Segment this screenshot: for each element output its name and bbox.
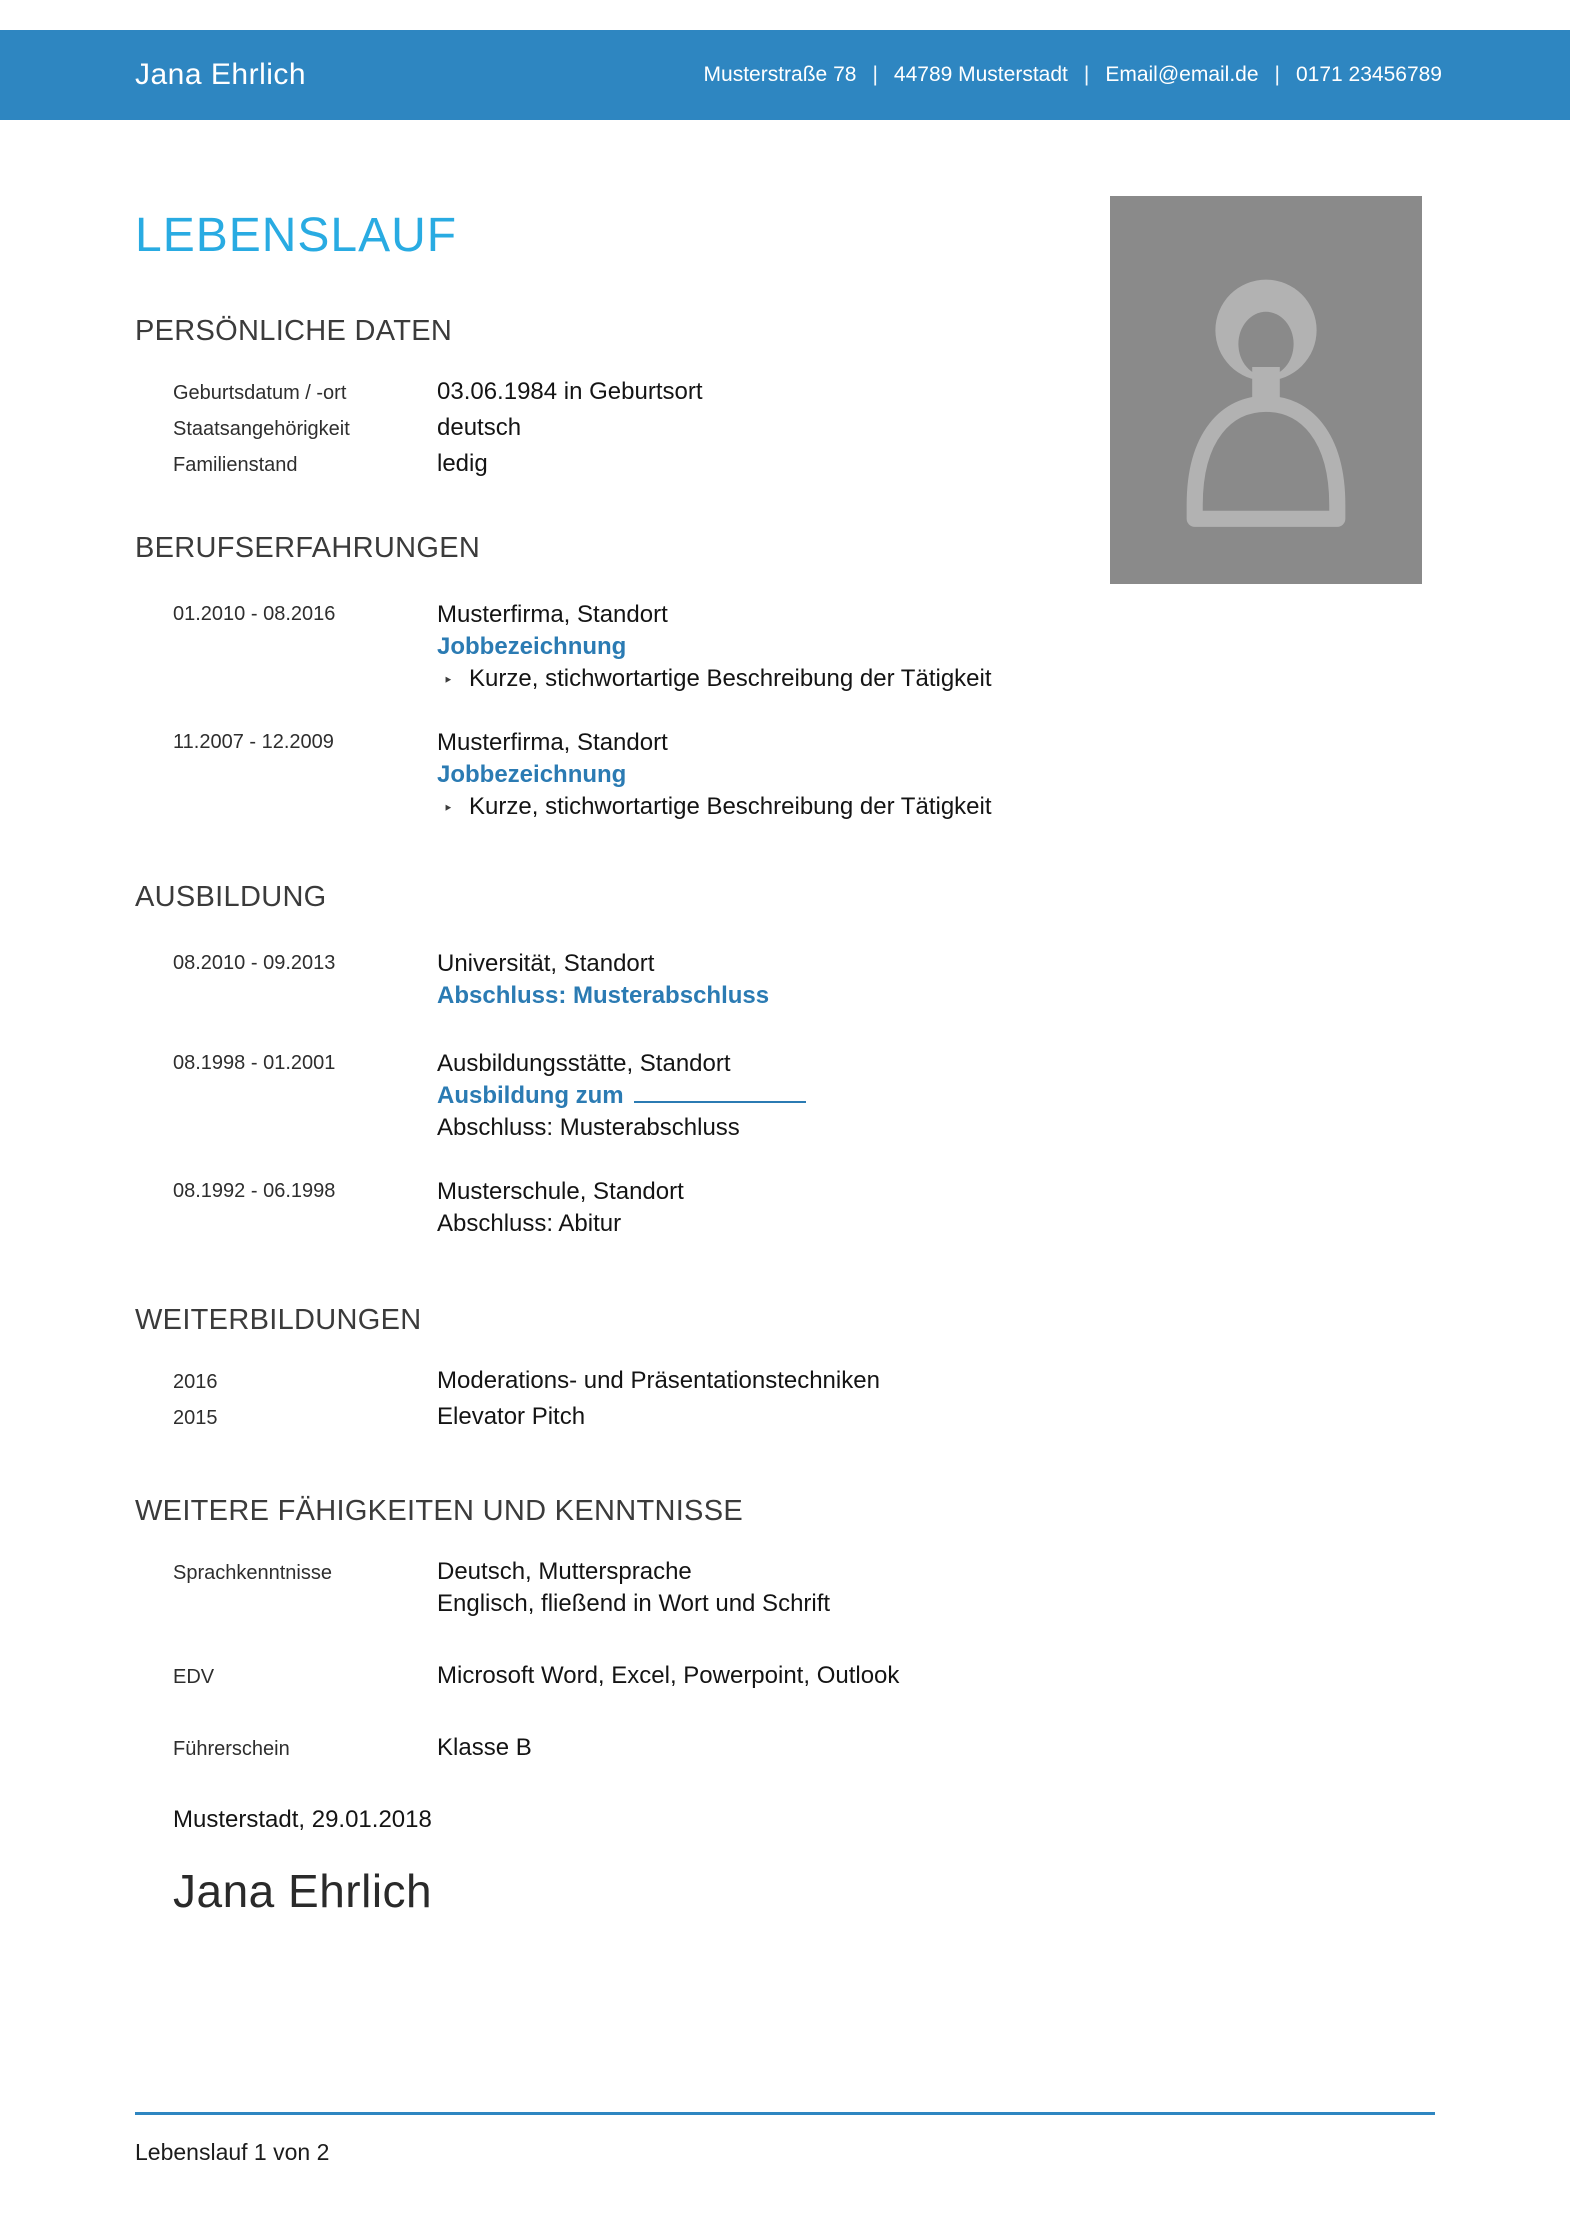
contact-phone: 0171 23456789 [1296,63,1442,86]
experience-role: Jobbezeichnung [437,633,627,660]
triangle-bullet-icon: ‣ [443,799,454,818]
header-bar [0,30,1570,120]
skill-row-license [135,1734,1435,1766]
skill-line: Deutsch, Muttersprache [437,1558,692,1585]
skill-label-edv: EDV [173,1666,215,1688]
page-footer [135,2112,1435,2166]
experience-bullet-text: Kurze, stichwortartige Beschreibung der Tätigkeit [469,665,992,692]
personal-value-birth: 03.06.1984 in Geburtsort [437,378,703,405]
section-heading-training: WEITERBILDUNGEN [135,1304,422,1336]
education-period: 08.1998 - 01.2001 [173,1052,336,1074]
experience-role: Jobbezeichnung [437,761,627,788]
header-contact [704,63,1442,87]
footer-page-indicator: Lebenslauf 1 von 2 [135,2139,330,2165]
experience-company: Musterfirma, Standort [437,729,668,756]
education-period: 08.2010 - 09.2013 [173,952,336,974]
experience-period: 11.2007 - 12.2009 [173,731,334,753]
education-body [437,1178,684,1238]
education-entry [135,950,1435,1014]
skill-line: Microsoft Word, Excel, Powerpoint, Outlook [437,1662,900,1689]
personal-value-marital: ledig [437,450,488,477]
education-body [437,950,769,1014]
triangle-bullet-icon: ‣ [443,671,454,690]
training-title: Moderations- und Präsentationstechniken [437,1367,880,1394]
skill-label-license: Führerschein [173,1738,290,1760]
skill-row-languages [135,1558,1435,1622]
education-degree-text: Ausbildung zum [437,1082,624,1109]
personal-row [135,378,1435,406]
training-row [135,1403,1435,1431]
cv-content [0,120,1570,1918]
personal-label-birth: Geburtsdatum / -ort [173,382,347,404]
experience-entry [135,601,1435,693]
education-entry [135,1050,1435,1142]
training-title: Elevator Pitch [437,1403,586,1430]
contact-separator: | [1274,63,1280,86]
blank-underline [634,1083,806,1103]
personal-label-marital: Familienstand [173,454,298,476]
skill-line: Klasse B [437,1734,532,1761]
section-heading-education: AUSBILDUNG [135,881,327,913]
education-entry [135,1178,1435,1238]
education-institution: Ausbildungsstätte, Standort [437,1050,731,1077]
experience-period: 01.2010 - 08.2016 [173,603,336,625]
skill-line: Englisch, fließend in Wort und Schrift [437,1590,831,1617]
education-degree-line: Abschluss: Musterabschluss [437,1114,740,1141]
contact-email: Email@email.de [1105,63,1259,86]
page-title: LEBENSLAUF [135,209,458,262]
contact-city: 44789 Musterstadt [893,63,1068,86]
skill-values-license [437,1734,532,1766]
personal-row [135,414,1435,442]
experience-bullet-line [437,793,992,821]
signature-name: Jana Ehrlich [173,1865,433,1917]
education-institution: Universität, Standort [437,950,655,977]
skill-values-languages [437,1558,830,1622]
personal-label-nationality: Staatsangehörigkeit [173,418,350,440]
skill-row-edv [135,1662,1435,1694]
experience-bullet-text: Kurze, stichwortartige Beschreibung der Tätigkeit [469,793,992,820]
education-period: 08.1992 - 06.1998 [173,1180,336,1202]
experience-bullet-line [437,665,992,693]
experience-body [437,729,992,821]
header-name: Jana Ehrlich [135,58,307,91]
experience-body [437,601,992,693]
experience-entry [135,729,1435,821]
personal-row [135,450,1435,478]
section-heading-skills: WEITERE FÄHIGKEITEN UND KENNTNISSE [135,1495,743,1527]
skill-values-edv [437,1662,899,1694]
skills-rows [135,1558,1435,1766]
training-year: 2015 [173,1407,218,1429]
training-rows [135,1367,1435,1431]
education-degree-line: Abschluss: Abitur [437,1210,622,1237]
section-heading-personal: PERSÖNLICHE DATEN [135,315,453,347]
education-body [437,1050,806,1142]
contact-separator: | [872,63,878,86]
section-heading-experience: BERUFSERFAHRUNGEN [135,532,481,564]
contact-separator: | [1083,63,1090,86]
place-and-date: Musterstadt, 29.01.2018 [173,1806,432,1833]
training-row [135,1367,1435,1395]
experience-company: Musterfirma, Standort [437,601,668,628]
contact-street: Musterstraße 78 [703,63,857,86]
education-degree [437,1082,806,1110]
training-year: 2016 [173,1371,218,1393]
education-institution: Musterschule, Standort [437,1178,684,1205]
education-degree: Abschluss: Musterabschluss [437,982,770,1009]
personal-value-nationality: deutsch [437,414,522,441]
skill-label-languages: Sprachkenntnisse [173,1562,332,1584]
personal-rows [135,378,1435,478]
